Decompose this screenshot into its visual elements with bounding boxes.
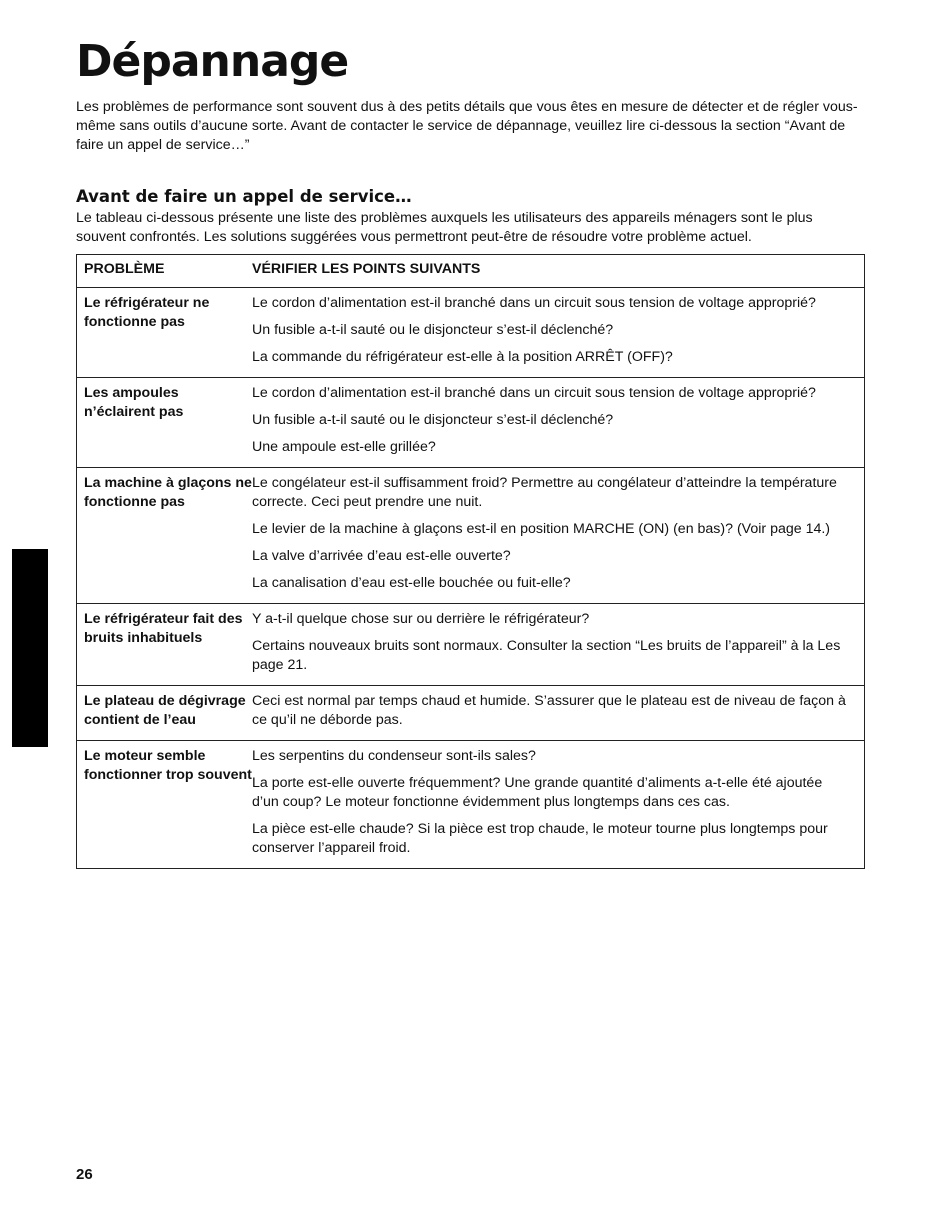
- section-intro-paragraph: Le tableau ci-dessous présente une liste des problèmes auxquels les utilisateurs des appareils ménagers sont le plus souvent confrontés. Les solutions suggérées vous permettront peut-être de résoudre votre problème actuel.: [76, 210, 813, 245]
- check-item: Le congélateur est-il suffisamment froid? Permettre au congélateur d’atteindre la température correcte. Ceci peut prendre une nuit.: [252, 475, 837, 510]
- check-item: Le cordon d’alimentation est-il branché dans un circuit sous tension de voltage approprié?: [252, 385, 816, 401]
- check-item: Ceci est normal par temps chaud et humide. S’assurer que le plateau est de niveau de façon à ce qu’il ne déborde pas.: [252, 693, 846, 728]
- check-cell: [252, 741, 865, 869]
- check-item: La canalisation d’eau est-elle bouchée ou fuit-elle?: [252, 575, 571, 591]
- check-item: Un fusible a-t-il sauté ou le disjoncteur s’est-il déclenché?: [252, 322, 614, 338]
- table-row: [77, 378, 865, 468]
- check-cell: [252, 378, 865, 468]
- intro-paragraph: Les problèmes de performance sont souvent dus à des petits détails que vous êtes en mesure de détecter et de régler vous-même sans outils d’aucune sorte. Avant de contacter le service de dépannage, veuillez lire ci-dessous la section “Avant de faire un appel de service…”: [76, 99, 858, 153]
- check-item: La porte est-elle ouverte fréquemment? Une grande quantité d’aliments a-t-elle été ajoutée d’un coup? Le moteur fonctionne évidemment plus longtemps dans ces cas.: [252, 775, 823, 810]
- problem-cell: Les ampoules n’éclairent pas: [77, 378, 253, 468]
- check-item: La commande du réfrigérateur est-elle à la position ARRÊT (OFF)?: [252, 349, 673, 365]
- table-row: [77, 741, 865, 869]
- check-item: Le levier de la machine à glaçons est-il en position MARCHE (ON) (en bas)? (Voir page 14.): [252, 521, 831, 537]
- table-row: [77, 686, 865, 741]
- problem-cell: Le moteur semble fonctionner trop souvent: [77, 741, 253, 869]
- check-item: Une ampoule est-elle grillée?: [252, 439, 436, 455]
- check-cell: [252, 686, 865, 741]
- problem-cell: La machine à glaçons ne fonctionne pas: [77, 468, 253, 604]
- page-title: Dépannage: [76, 36, 349, 87]
- check-item: Les serpentins du condenseur sont-ils sales?: [252, 748, 536, 764]
- check-item: La valve d’arrivée d’eau est-elle ouverte?: [252, 548, 511, 564]
- side-tab-marker: [12, 549, 48, 747]
- check-item: Le cordon d’alimentation est-il branché dans un circuit sous tension de voltage approprié?: [252, 295, 816, 311]
- check-cell: [252, 468, 865, 604]
- troubleshooting-table: [76, 254, 865, 869]
- problem-cell: Le plateau de dégivrage contient de l’eau: [77, 686, 253, 741]
- check-item: La pièce est-elle chaude? Si la pièce est trop chaude, le moteur tourne plus longtemps pour conserver l’appareil froid.: [252, 821, 828, 856]
- header-check: VÉRIFIER LES POINTS SUIVANTS: [252, 255, 865, 288]
- check-item: Un fusible a-t-il sauté ou le disjoncteur s’est-il déclenché?: [252, 412, 614, 428]
- check-item: Certains nouveaux bruits sont normaux. Consulter la section “Les bruits de l’appareil” à la Les page 21.: [252, 638, 841, 673]
- check-cell: [252, 288, 865, 378]
- problem-cell: Le réfrigérateur ne fonctionne pas: [77, 288, 253, 378]
- header-problem: PROBLÈME: [77, 255, 253, 288]
- section-heading: Avant de faire un appel de service…: [76, 187, 412, 206]
- table-row: [77, 288, 865, 378]
- page-number: 26: [76, 1166, 93, 1183]
- check-item: Y a-t-il quelque chose sur ou derrière le réfrigérateur?: [252, 611, 590, 627]
- check-cell: [252, 604, 865, 686]
- table-row: [77, 604, 865, 686]
- problem-cell: Le réfrigérateur fait des bruits inhabituels: [77, 604, 253, 686]
- table-row: [77, 468, 865, 604]
- table-header-row: [77, 255, 865, 288]
